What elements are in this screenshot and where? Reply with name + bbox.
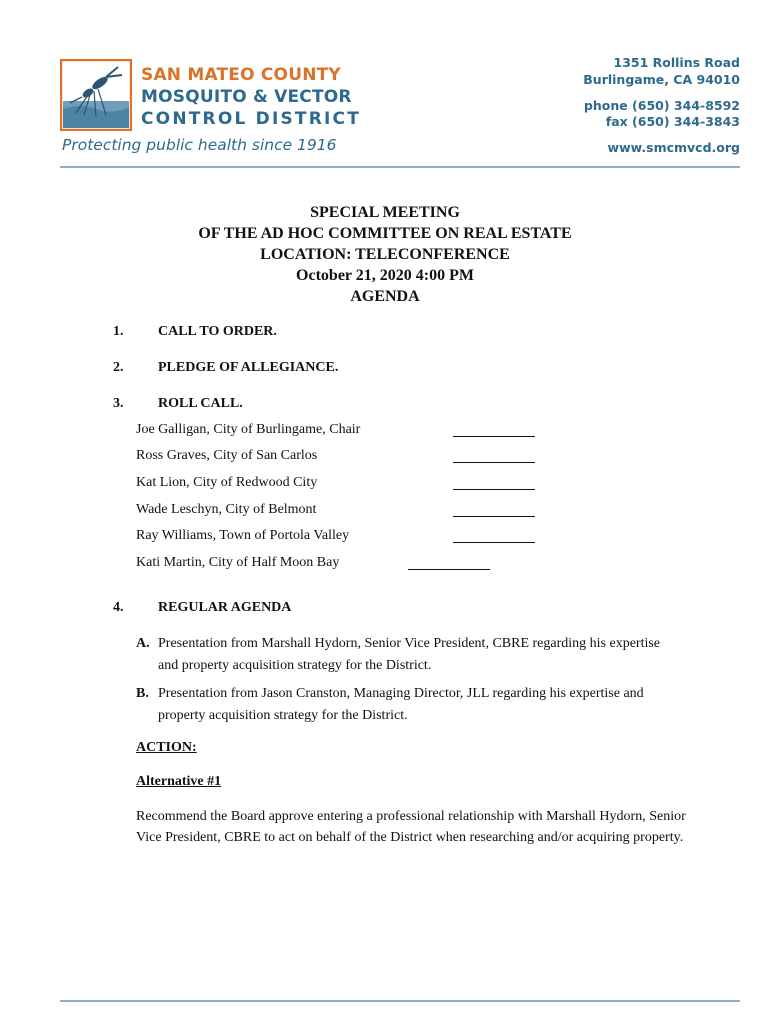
action-paragraph: Recommend the Board approve entering a professional relationship with Marshall Hydorn, Senior Vice President, CBRE to act on behalf of the District when researching and/or acquiring property. xyxy=(136,809,686,845)
roll-call-blank xyxy=(408,569,490,570)
roll-call-member: Joe Galligan, City of Burlingame, Chair xyxy=(136,422,361,437)
item-number: 4. xyxy=(113,600,124,615)
roll-call-blank xyxy=(453,462,535,463)
action-heading: ACTION: xyxy=(136,740,197,755)
item-number: 1. xyxy=(113,324,124,339)
title-line-5: AGENDA xyxy=(350,288,420,305)
roll-call-blank xyxy=(453,516,535,517)
roll-call-blank xyxy=(453,489,535,490)
item-heading: REGULAR AGENDA xyxy=(158,600,292,615)
tagline: Protecting public health since 1916 xyxy=(62,136,337,154)
roll-call-blank xyxy=(453,436,535,437)
alternative-heading: Alternative #1 xyxy=(136,774,222,789)
org-name-line1: SAN MATEO COUNTY xyxy=(141,65,341,85)
website-link[interactable]: www.smcmvcd.org xyxy=(607,140,740,155)
org-name-line2: MOSQUITO & VECTOR xyxy=(141,87,352,107)
item-heading: CALL TO ORDER. xyxy=(158,324,277,339)
sub-item-text: Presentation from Marshall Hydorn, Senior Vice President, CBRE regarding his expertise and property acquisition strategy for the District. xyxy=(158,636,661,673)
roll-call-member: Ray Williams, Town of Portola Valley xyxy=(136,528,350,543)
item-number: 3. xyxy=(113,396,124,411)
roll-call-member: Kati Martin, City of Half Moon Bay xyxy=(136,555,340,570)
title-line-1: SPECIAL MEETING xyxy=(310,204,460,221)
item-heading: ROLL CALL. xyxy=(158,396,243,411)
roll-call-member: Wade Leschyn, City of Belmont xyxy=(136,502,317,517)
fax: fax (650) 344-3843 xyxy=(605,114,740,129)
header-divider xyxy=(60,166,740,168)
meeting-title xyxy=(0,202,770,307)
roll-call-member: Kat Lion, City of Redwood City xyxy=(136,475,318,490)
title-line-3: LOCATION: TELECONFERENCE xyxy=(260,246,510,263)
address-line1: 1351 Rollins Road xyxy=(613,55,740,70)
sub-item-text: Presentation from Jason Cranston, Managing Director, JLL regarding his expertise and property acquisition strategy for the District. xyxy=(158,686,644,723)
footer-divider xyxy=(60,1000,740,1002)
roll-call-member: Ross Graves, City of San Carlos xyxy=(136,448,318,463)
title-line-2: OF THE AD HOC COMMITTEE ON REAL ESTATE xyxy=(198,225,572,242)
address-line2: Burlingame, CA 94010 xyxy=(583,72,740,87)
mosquito-logo-icon xyxy=(60,59,132,131)
sub-item-letter: A. xyxy=(136,636,150,651)
item-number: 2. xyxy=(113,360,124,375)
phone: phone (650) 344-8592 xyxy=(583,98,740,113)
org-name-line3: CONTROL DISTRICT xyxy=(141,109,362,129)
roll-call-blank xyxy=(453,542,535,543)
title-line-4: October 21, 2020 4:00 PM xyxy=(296,267,474,284)
sub-item-letter: B. xyxy=(136,686,149,701)
item-heading: PLEDGE OF ALLEGIANCE. xyxy=(158,360,339,375)
